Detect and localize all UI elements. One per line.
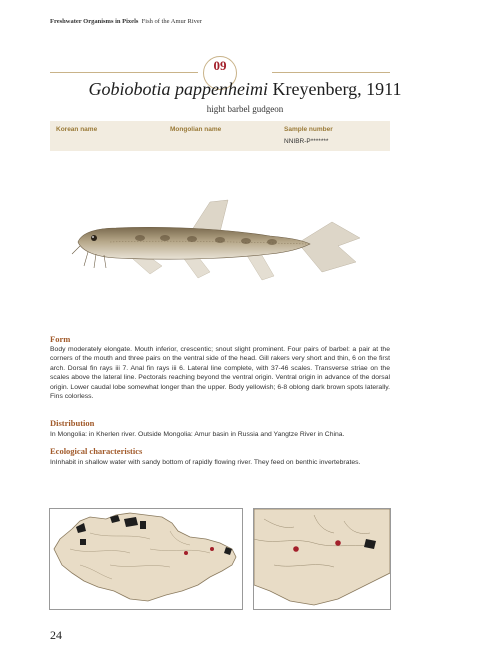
caudal-fin (298, 222, 360, 272)
page-number: 24 (50, 628, 62, 642)
fish-illustration (70, 188, 380, 298)
detail-landmass (254, 509, 390, 605)
distribution-map-detail (253, 508, 391, 610)
author-year: Kreyenberg, 1911 (272, 79, 402, 99)
sample-number-value: NNIBR-P******* (284, 138, 329, 145)
map-occurrence-point (184, 551, 188, 555)
ecology-text: InInhabit in shallow water with sandy bottom of rapidly flowing river. They feed on benthic invertebrates. (50, 459, 361, 466)
distribution-title: Distribution (50, 418, 95, 428)
distribution-text: In Mongolia: in Kherlen river. Outside Mongolia: Amur basin in Russia and Yangtze River in China. (50, 431, 345, 438)
book-title: Freshwater Organisms in Pixels (50, 18, 139, 25)
scientific-name: Gobiobotia pappenheimi (88, 79, 268, 99)
map-occurrence-point (335, 540, 341, 546)
map-occurrence-point (293, 546, 299, 552)
title-rule-right (272, 72, 390, 73)
ecology-title: Ecological characteristics (50, 446, 143, 456)
form-title: Form (50, 334, 71, 344)
sample-number-label: Sample number (284, 126, 333, 133)
chapter-title: Fish of the Amur River (141, 18, 202, 25)
form-text: Body moderately elongate. Mouth inferior, crescentic; snout slight prominent. Four pairs of barbel: a pair at the corners of the mouth and three pairs on the ventral side of the head. Gill rakers very short and thin, 6 on the first arch. Dorsal fin rays iii 7. Anal fin rays iii 6. Lateral line complete, with 37-46 scales. Transverse striae on the scales above the lateral line. Pectorals reaching beyond the ventral origin. Ventral origin in advance of the dorsal origin. Lower caudal lobe somewhat longer than the upper. Body yellowish; 6-8 oblong dark brown spots laterally. Fins colorless. (50, 346, 390, 401)
korean-name-label: Korean name (56, 126, 98, 133)
species-number: 09 (213, 58, 227, 73)
title-rule-left (50, 72, 198, 73)
distribution-map-mongolia (49, 508, 243, 610)
common-name: hight barbel gudgeon (206, 104, 284, 114)
running-header (50, 18, 202, 25)
species-title (50, 79, 440, 100)
fish-eye (91, 235, 97, 241)
mongolian-name-label: Mongolian name (170, 126, 222, 133)
map-occurrence-point (210, 547, 214, 551)
